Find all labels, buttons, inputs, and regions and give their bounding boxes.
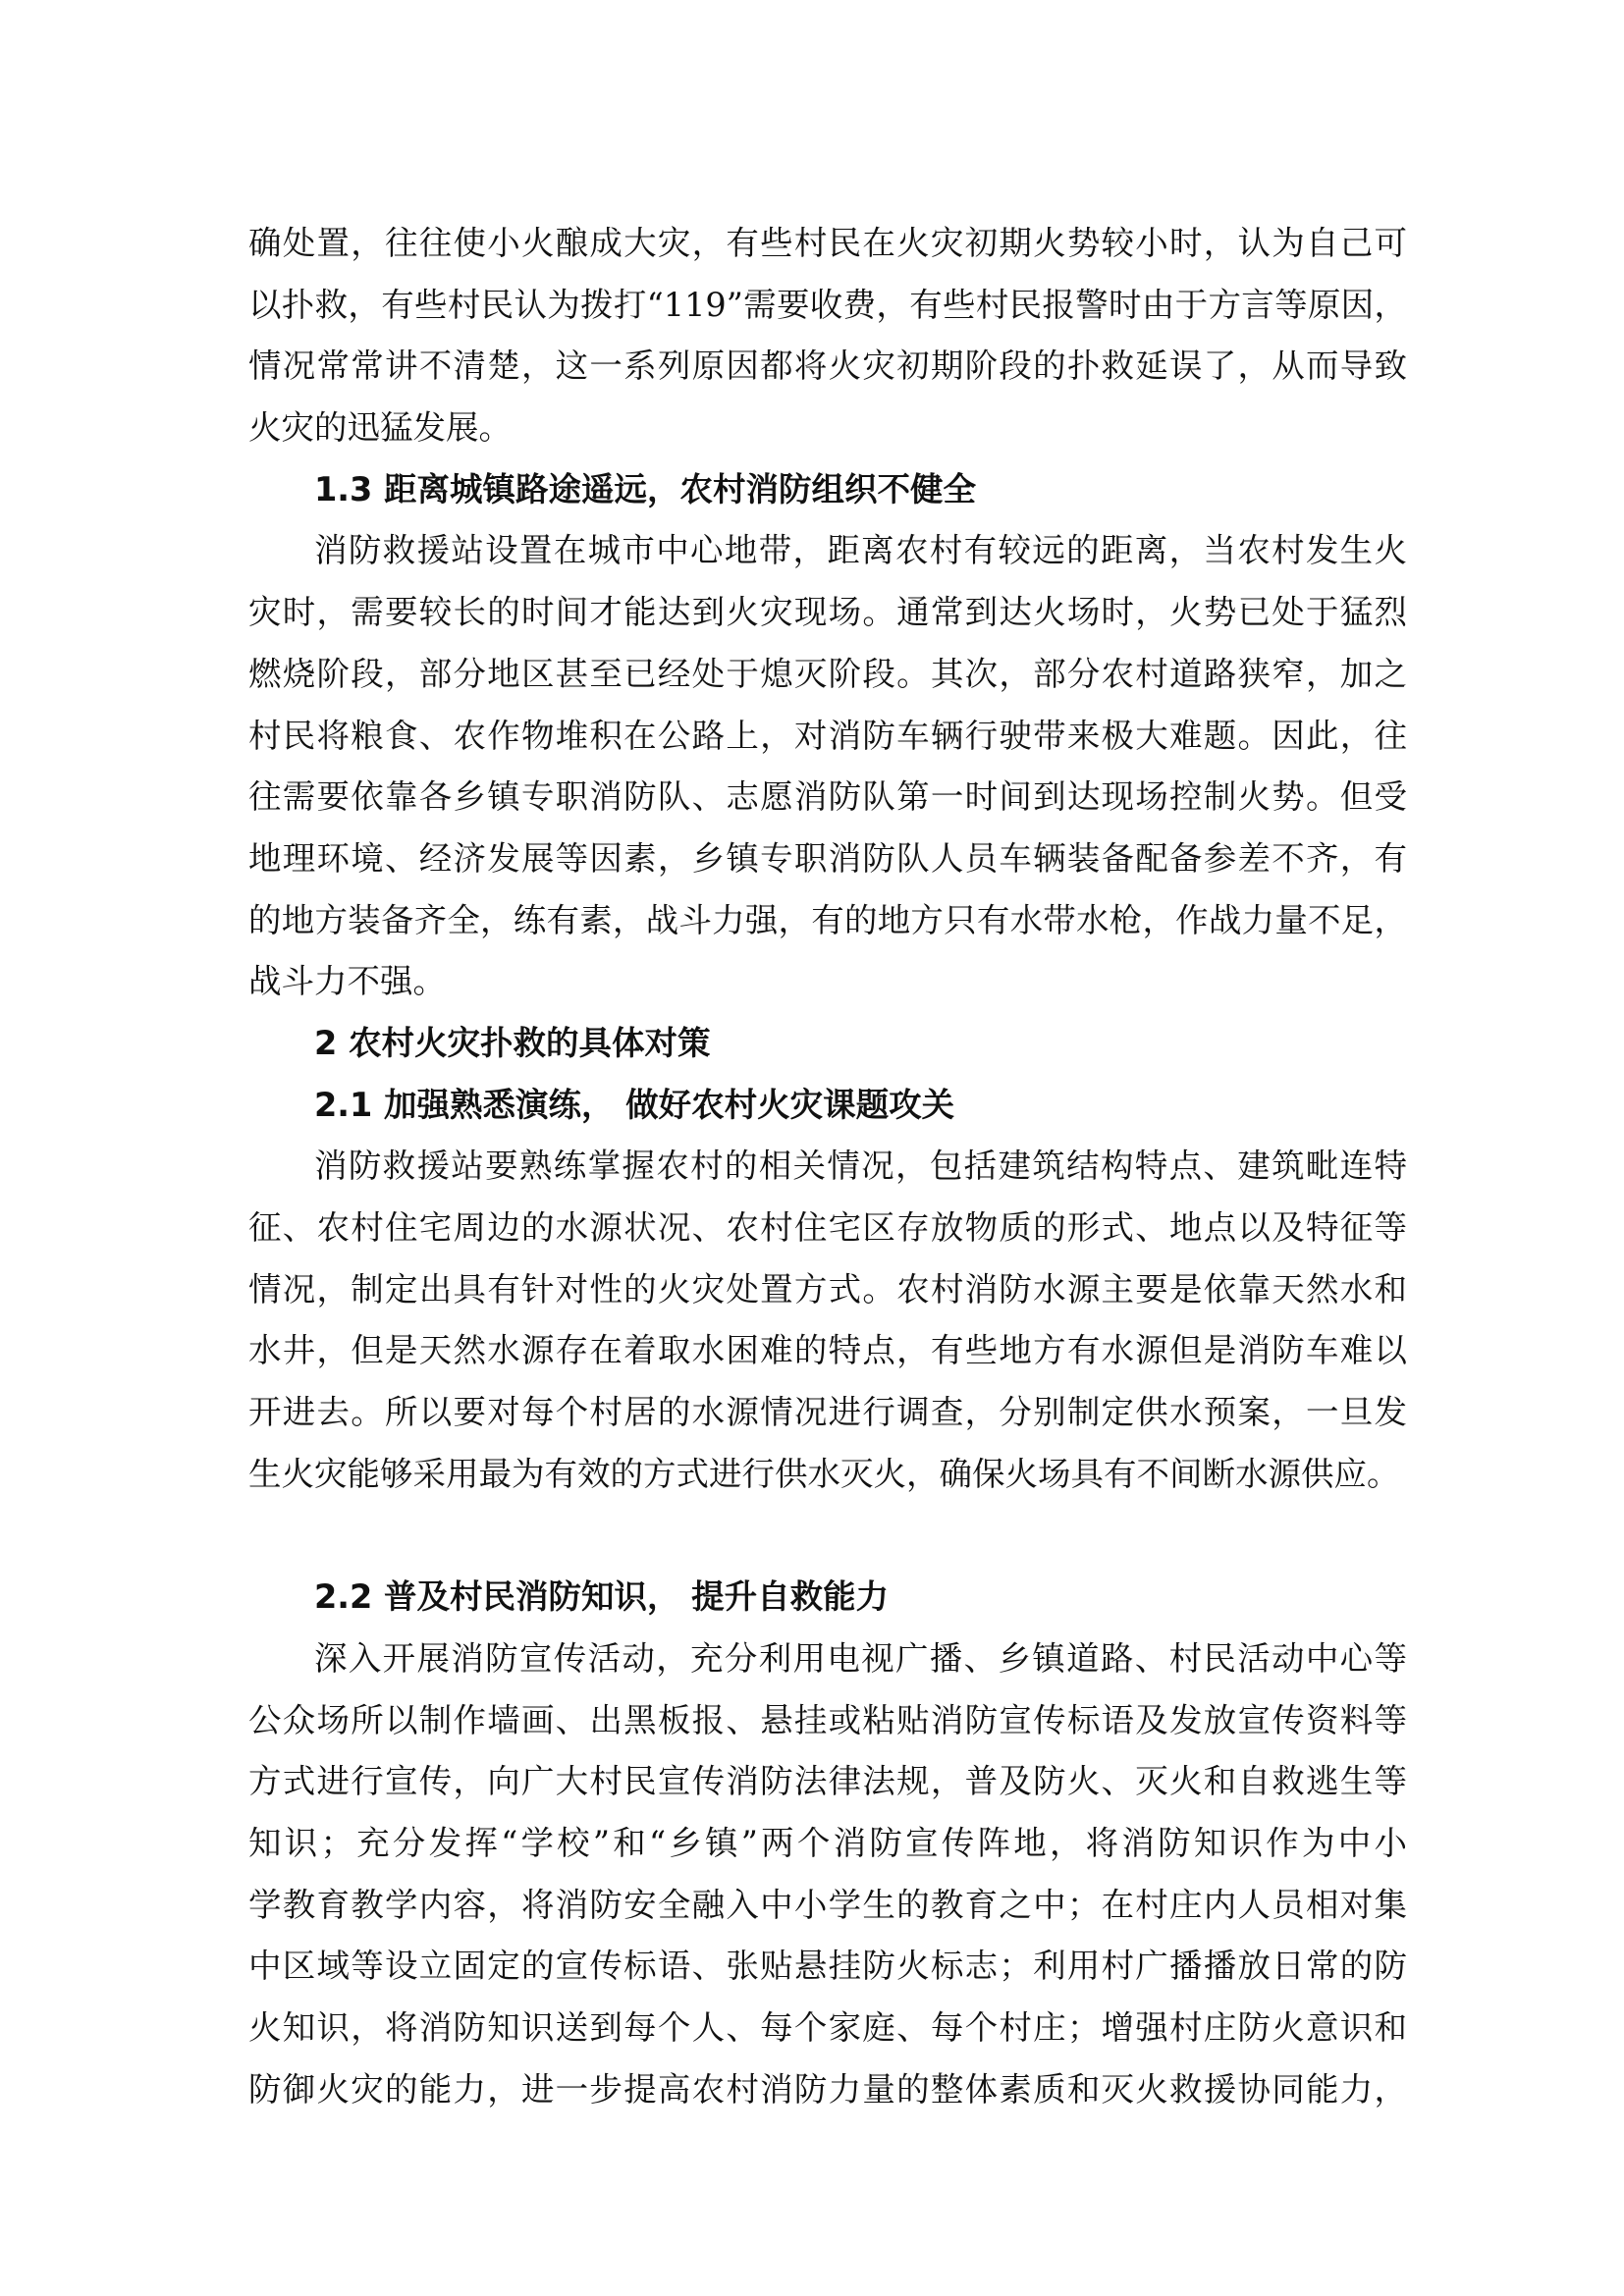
text-line: 灾时，需要较长的时间才能达到火灾现场。通常到达火场时，火势已处于猛烈 <box>248 593 1407 632</box>
text-line: 公众场所以制作墙画、出黑板报、悬挂或粘贴消防宣传标语及发放宣传资料等 <box>248 1700 1407 1739</box>
text-line: 消防救援站要熟练掌握农村的相关情况，包括建筑结构特点、建筑毗连特 <box>314 1147 1407 1186</box>
text-line: 方式进行宣传，向广大村民宣传消防法律法规，普及防火、灭火和自救逃生等 <box>248 1762 1407 1801</box>
text-line: 生火灾能够采用最为有效的方式进行供水灭火，确保火场具有不间断水源供应。 <box>248 1454 1400 1493</box>
text-line: 以扑救，有些村民认为拨打“119”需要收费，有些村民报警时由于方言等原因， <box>248 285 1407 324</box>
paragraph-1-3 <box>248 520 1407 1013</box>
blank-line <box>248 1505 1407 1567</box>
text-line: 往需要依靠各乡镇专职消防队、志愿消防队第一时间到达现场控制火势。但受 <box>248 777 1407 817</box>
paragraph-2-1 <box>248 1136 1407 1505</box>
text-line: 中区域等设立固定的宣传标语、张贴悬挂防火标志；利用村广播播放日常的防 <box>248 1947 1407 1986</box>
text-line: 情况，制定出具有针对性的火灾处置方式。农村消防水源主要是依靠天然水和 <box>248 1269 1407 1308</box>
document-page <box>248 213 1407 2120</box>
paragraph-1-2-continued <box>248 213 1407 459</box>
heading-2-1: 2.1 加强熟悉演练， 做好农村火灾课题攻关 <box>314 1085 955 1124</box>
text-line: 学教育教学内容，将消防安全融入中小学生的教育之中；在村庄内人员相对集 <box>248 1885 1407 1924</box>
text-line: 战斗力不强。 <box>248 962 446 1001</box>
text-line: 防御火灾的能力，进一步提高农村消防力量的整体素质和灭火救援协同能力， <box>248 2069 1407 2109</box>
text-line: 消防救援站设置在城市中心地带，距离农村有较远的距离，当农村发生火 <box>314 531 1407 570</box>
text-line: 深入开展消防宣传活动，充分利用电视广播、乡镇道路、村民活动中心等 <box>314 1638 1407 1678</box>
heading-2-2: 2.2 普及村民消防知识， 提升自救能力 <box>314 1577 890 1617</box>
heading-2: 2 农村火灾扑救的具体对策 <box>314 1023 711 1062</box>
heading-1-3: 1.3 距离城镇路途遥远，农村消防组织不健全 <box>314 469 977 508</box>
text-line: 征、农村住宅周边的水源状况、农村住宅区存放物质的形式、地点以及特征等 <box>248 1208 1407 1247</box>
text-line: 火灾的迅猛发展。 <box>248 408 512 448</box>
text-line: 火知识，将消防知识送到每个人、每个家庭、每个村庄；增强村庄防火意识和 <box>248 2007 1407 2047</box>
text-line: 村民将粮食、农作物堆积在公路上，对消防车辆行驶带来极大难题。因此，往 <box>248 716 1407 755</box>
text-line: 情况常常讲不清楚，这一系列原因都将火灾初期阶段的扑救延误了，从而导致 <box>248 347 1407 386</box>
text-line: 知识；充分发挥“学校”和“乡镇”两个消防宣传阵地，将消防知识作为中小 <box>248 1823 1407 1862</box>
text-line: 地理环境、经济发展等因素，乡镇专职消防队人员车辆装备配备参差不齐，有 <box>248 838 1407 878</box>
text-line: 燃烧阶段，部分地区甚至已经处于熄灭阶段。其次，部分农村道路狭窄，加之 <box>248 654 1407 693</box>
text-line: 的地方装备齐全，练有素，战斗力强，有的地方只有水带水枪，作战力量不足， <box>248 900 1407 939</box>
text-line: 确处置，往往使小火酿成大灾，有些村民在火灾初期火势较小时，认为自己可 <box>248 224 1407 262</box>
text-line: 开进去。所以要对每个村居的水源情况进行调查，分别制定供水预案，一旦发 <box>248 1393 1407 1432</box>
text-line: 水井，但是天然水源存在着取水困难的特点，有些地方有水源但是消防车难以 <box>248 1331 1407 1370</box>
paragraph-2-2 <box>248 1629 1407 2121</box>
